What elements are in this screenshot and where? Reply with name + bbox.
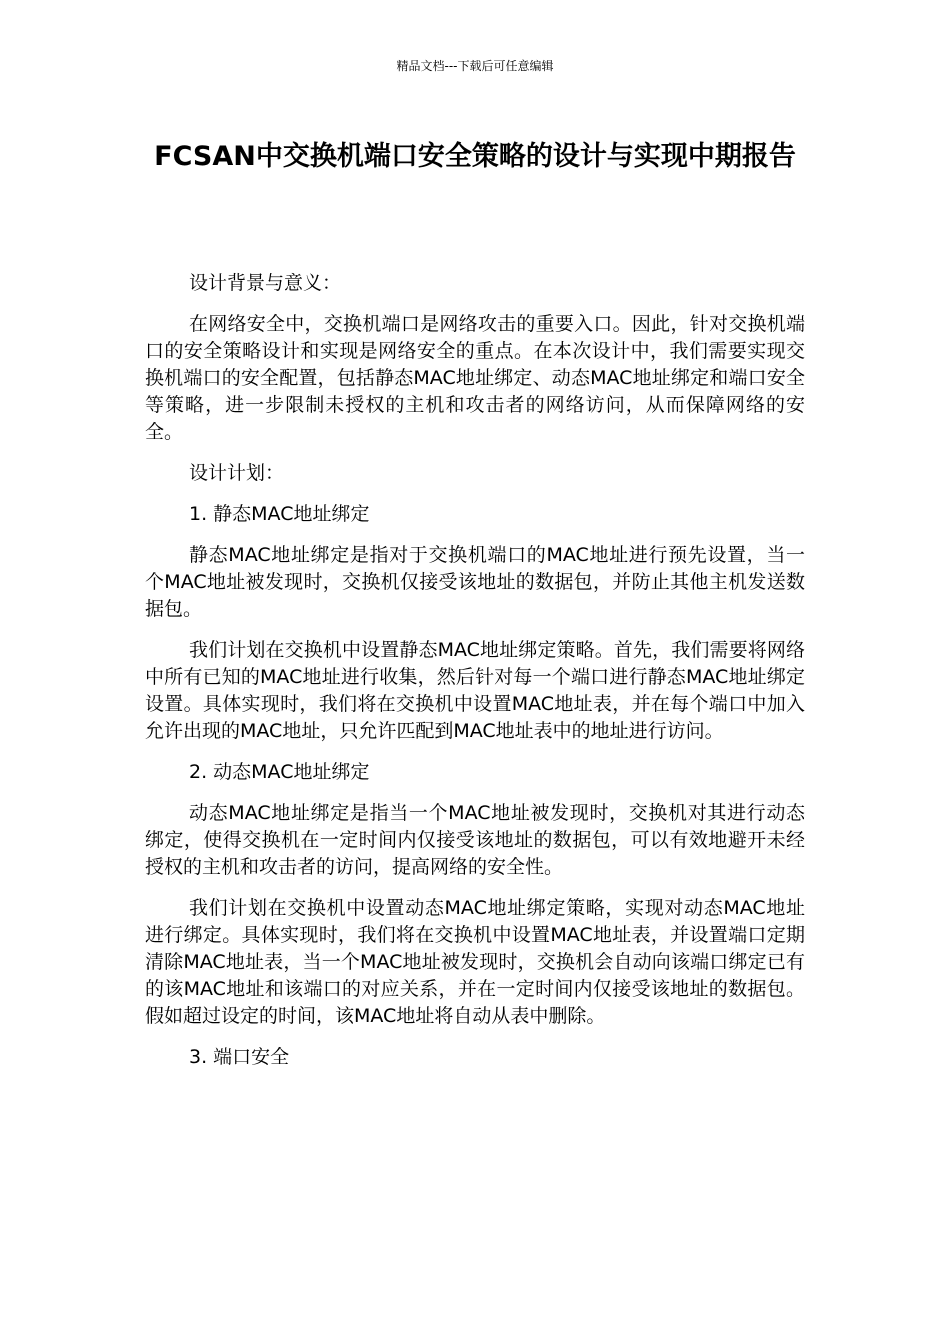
background-heading: 设计背景与意义： xyxy=(189,272,342,294)
plan-heading: 设计计划： xyxy=(189,462,285,484)
section-1-paragraph-1: 静态MAC地址绑定是指对于交换机端口的MAC地址进行预先设置，当一个MAC地址被发现时，交换机仅接受该地址的数据包，并防止其他主机发送数据包。 xyxy=(145,544,805,620)
section-1-paragraph-2: 我们计划在交换机中设置静态MAC地址绑定策略。首先，我们需要将网络中所有已知的MAC地址进行收集，然后针对每一个端口进行静态MAC地址绑定设置。具体实现时，我们将在交换机中设置MAC地址表，并在每个端口中加入允许出现的MAC地址，只允许匹配到MAC地址表中的地址进行访问。 xyxy=(145,639,805,742)
section-3-heading: 3. 端口安全 xyxy=(189,1046,290,1068)
section-2-paragraph-1: 动态MAC地址绑定是指当一个MAC地址被发现时，交换机对其进行动态绑定，使得交换机在一定时间内仅接受该地址的数据包，可以有效地避开未经授权的主机和攻击者的访问，提高网络的安全性。 xyxy=(145,802,805,878)
section-2-heading: 2. 动态MAC地址绑定 xyxy=(189,761,370,783)
document-title: FCSAN中交换机端口安全策略的设计与实现中期报告 xyxy=(154,141,796,172)
background-paragraph: 在网络安全中，交换机端口是网络攻击的重要入口。因此，针对交换机端口的安全策略设计和实现是网络安全的重点。在本次设计中，我们需要实现交换机端口的安全配置，包括静态MAC地址绑定、动态MAC地址绑定和端口安全等策略，进一步限制未授权的主机和攻击者的网络访问，从而保障网络的安全。 xyxy=(145,313,805,443)
section-2-paragraph-2: 我们计划在交换机中设置动态MAC地址绑定策略，实现对动态MAC地址进行绑定。具体实现时，我们将在交换机中设置MAC地址表，并设置端口定期清除MAC地址表，当一个MAC地址被发现时，交换机会自动向该端口绑定已有的该MAC地址和该端口的对应关系，并在一定时间内仅接受该地址的数据包。假如超过设定的时间，该MAC地址将自动从表中删除。 xyxy=(145,897,805,1027)
header-note: 精品文档---下载后可任意编辑 xyxy=(396,59,554,73)
section-1-heading: 1. 静态MAC地址绑定 xyxy=(189,503,370,525)
document-body xyxy=(145,270,805,1085)
